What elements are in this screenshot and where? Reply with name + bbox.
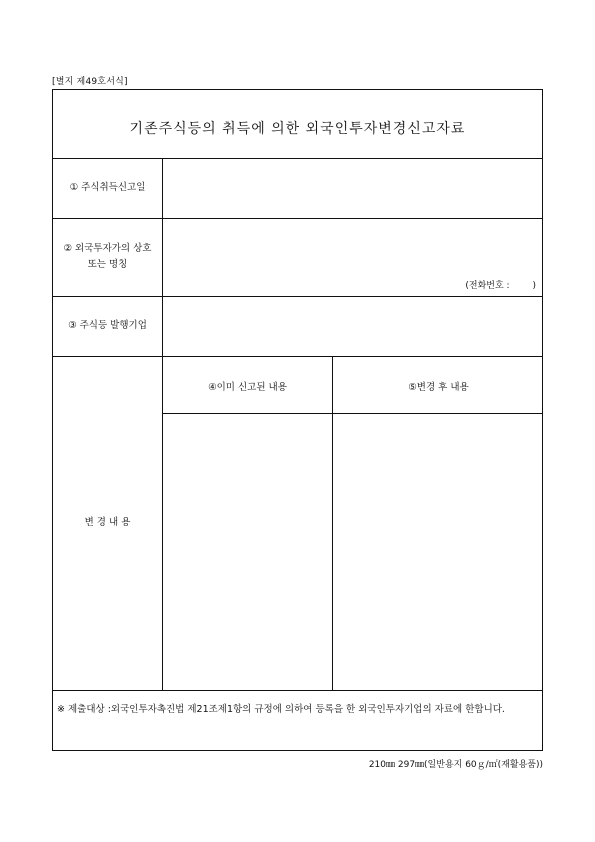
stock-acquisition-date-label: ① 주식취득신고일: [69, 182, 146, 193]
investor-name-label-line2: 또는 명칭: [87, 259, 128, 270]
paper-spec-footer: 210㎜ 297㎜(일반용지 60ｇ/㎡(재활용품)): [368, 760, 543, 770]
form-number-label: [별지 제49호서식]: [52, 77, 128, 87]
issuing-company-field[interactable]: [163, 297, 542, 356]
form-title: 기존주식등의 취득에 의한 외국인투자변경신고자료: [129, 121, 466, 137]
investor-name-label: [53, 218, 162, 296]
previously-reported-header: ④이미 신고된 내용: [208, 382, 287, 393]
divider: [53, 690, 542, 691]
investor-name-label-line1: ② 외국투자가의 상호: [63, 243, 152, 254]
report-form: [52, 89, 543, 751]
issuing-company-label: ③ 주식등 발행기업: [68, 320, 147, 331]
stock-acquisition-date-field[interactable]: [163, 159, 542, 218]
after-change-header: ⑤변경 후 내용: [408, 382, 469, 393]
phone-number-field: (전화번호 : ): [465, 281, 536, 291]
change-content-label: 변 경 내 용: [84, 517, 131, 528]
submission-note: ※ 제출대상 :외국인투자촉진법 제21조제1항의 규정에 의하여 등록을 한 외국인투자기업의 자료에 한합니다.: [57, 704, 505, 715]
after-change-field[interactable]: [333, 414, 542, 690]
previously-reported-field[interactable]: [163, 414, 332, 690]
